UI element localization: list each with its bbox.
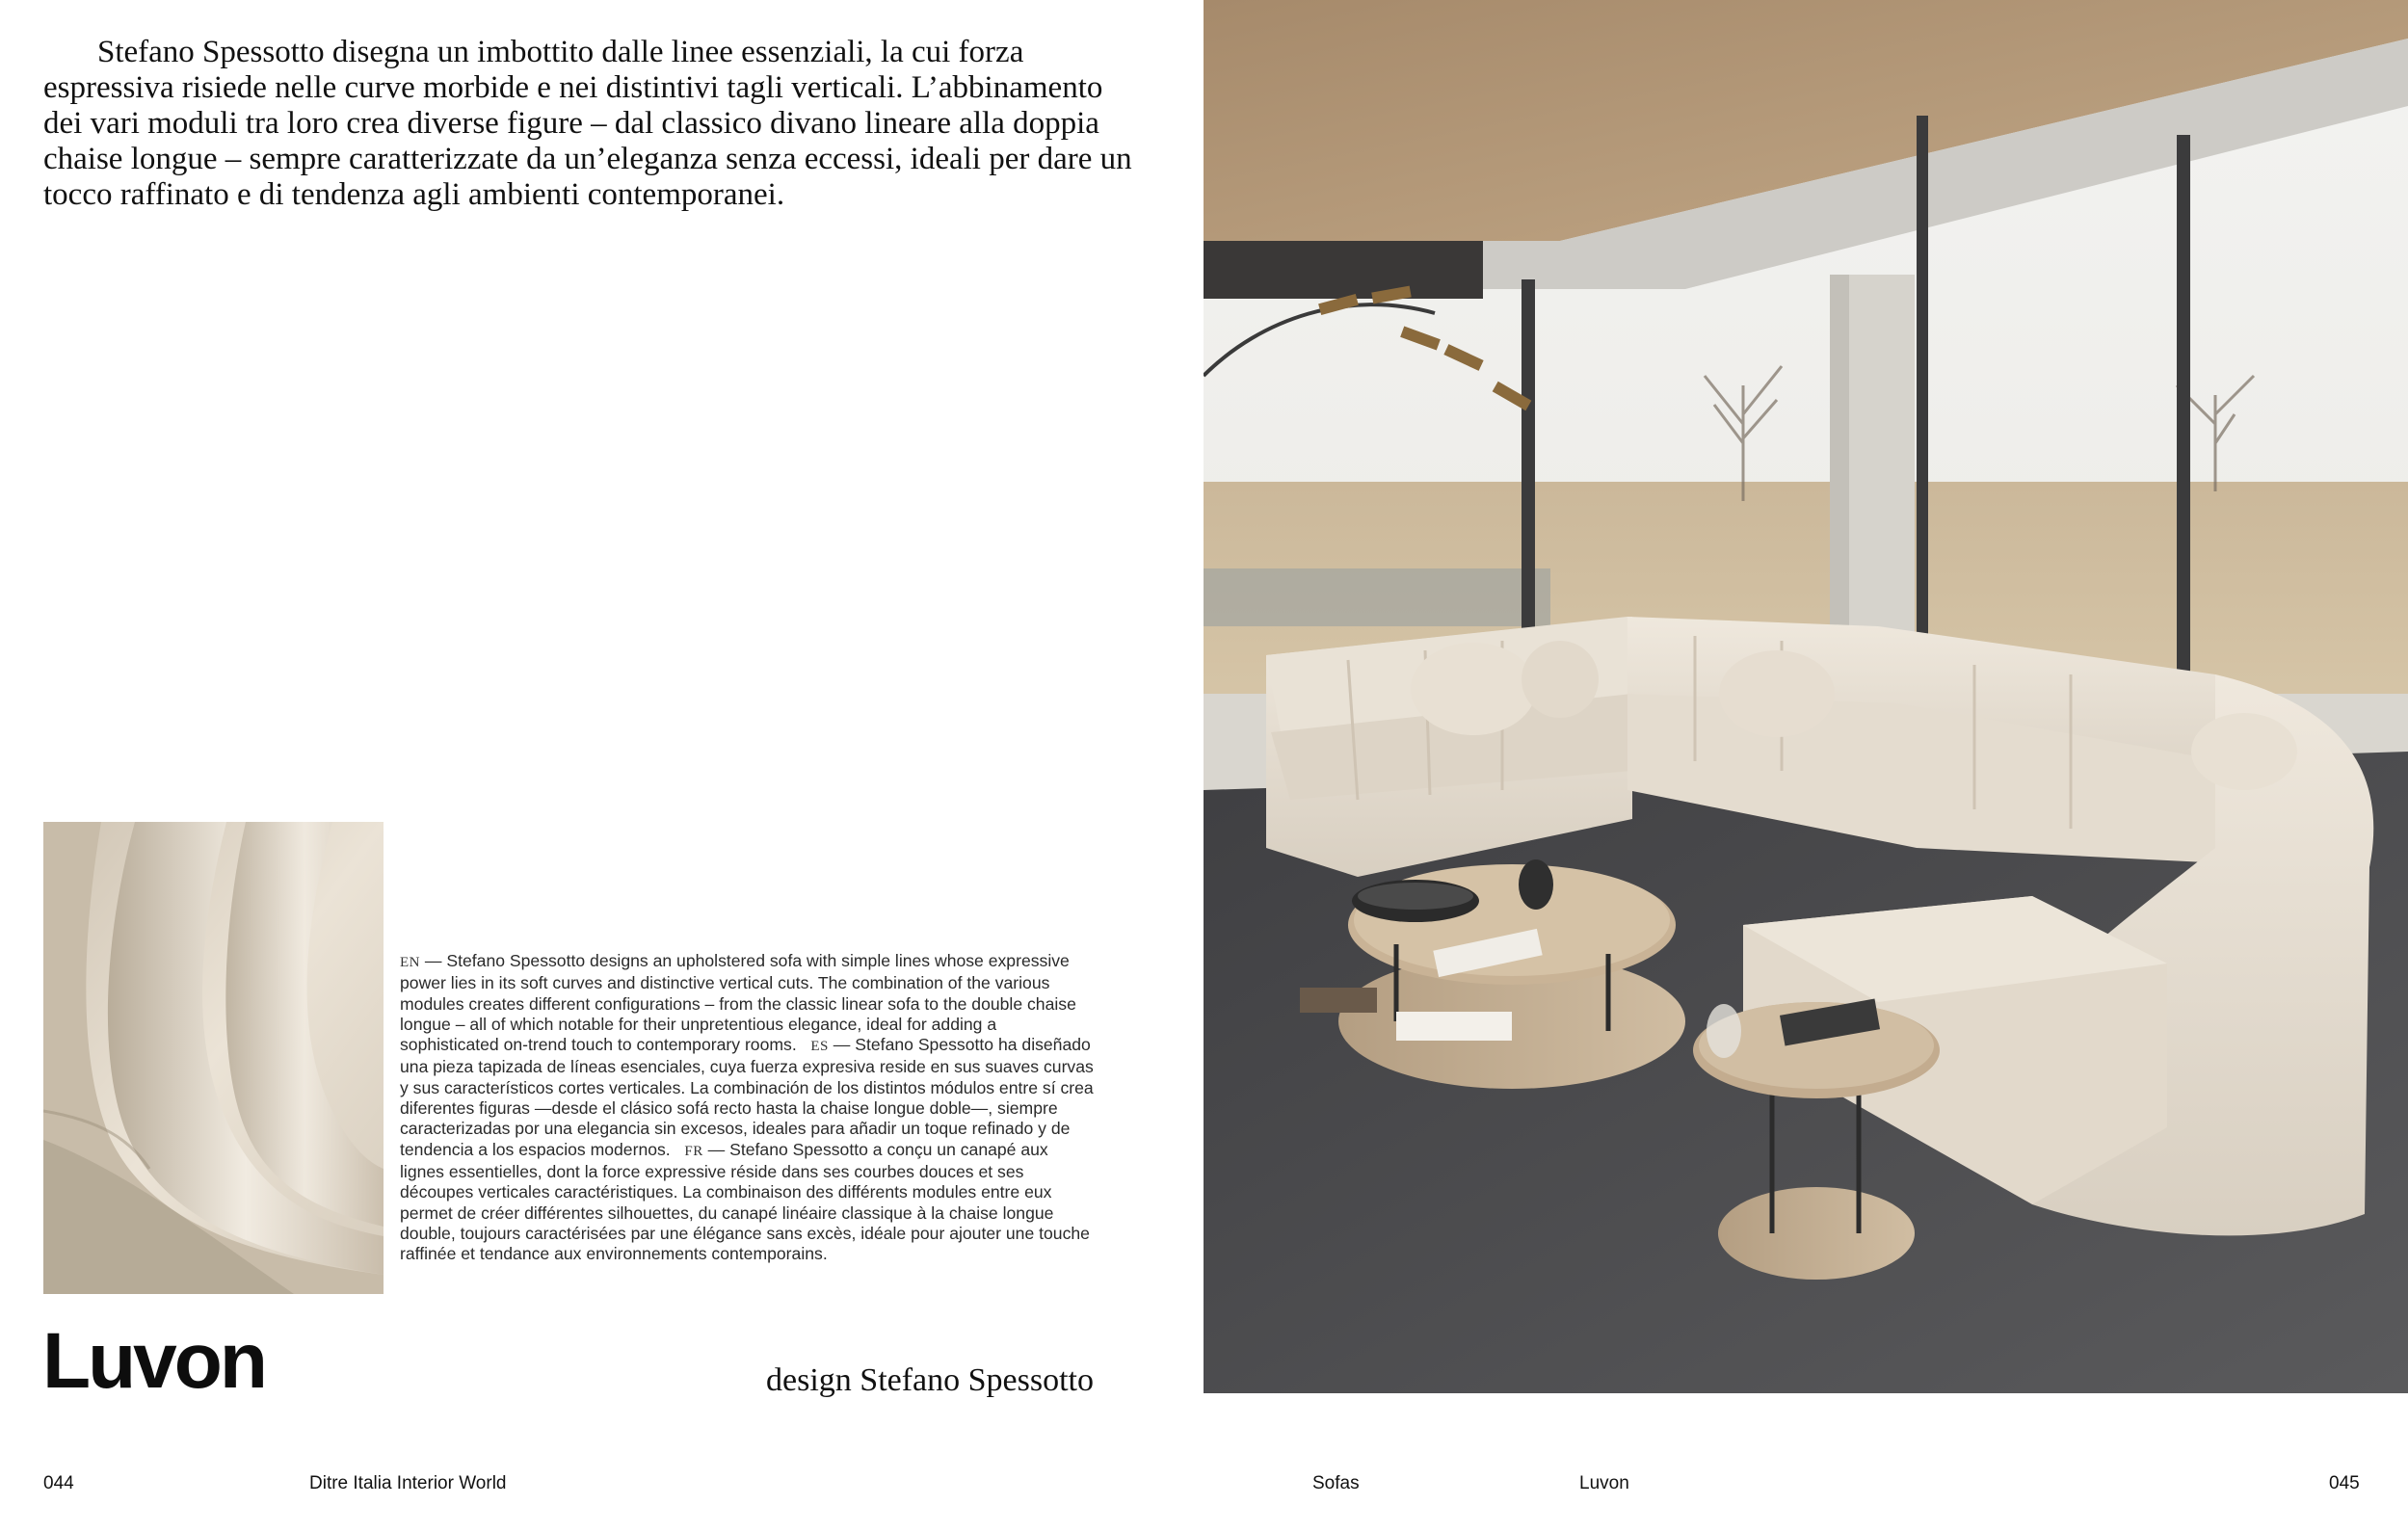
fabric-detail-image [43,822,384,1294]
section-name: Sofas [1312,1473,1360,1493]
translation-es: — Stefano Spessotto ha diseñado una pieza tapizada de líneas esenciales, cuya fuerza expresiva reside en sus suaves curvas y sus característicos cortes verticales. La combinación de los distintos módulos entre sí crea diferentes figuras —desde el clásico sofá recto hasta la chaise longue doble—, siempre caracterizadas por una elegancia sin excesos, ideales para añadir un toque refinado y de tendencia a los espacios modernos. [400,1035,1094,1159]
lang-code-fr: FR [684,1143,703,1159]
right-page-number: 045 [2329,1473,2360,1493]
footer-product-name: Luvon [1579,1473,1629,1493]
living-room-sofa-icon [1204,0,2408,1393]
product-title: Luvon [42,1317,265,1405]
lang-code-es: ES [810,1039,829,1055]
designer-credit: design Stefano Spessotto [766,1362,1094,1398]
translation-en: — Stefano Spessotto designs an upholstered sofa with simple lines whose expressive power lies in its soft curves and distinctive vertical cuts. The combination of the various modules creates different configurations – from the classic linear sofa to the double chaise longue – all of which notable for their unpretentious elegance, ideal for adding a sophisticated on-trend touch to contemporary rooms. [400,951,1076,1055]
lang-code-en: EN [400,955,420,970]
publication-name: Ditre Italia Interior World [309,1473,507,1493]
translation-fr: — Stefano Spessotto a conçu un canapé aux lignes essentielles, dont la force expressive réside dans ses courbes douces et ses découpes verticales caractéristiques. La combinaison des différents modules entre eux permet de créer différentes silhouettes, du canapé linéaire classique à la chaise longue double, toujours caractérisées par une élégance sans excès, idéale pour ajouter une touche raffinée et tendance aux environnements contemporains. [400,1139,1090,1264]
room-photo [1204,0,2408,1393]
left-page-number: 044 [43,1473,74,1493]
intro-paragraph: Stefano Spessotto disegna un imbottito dalle linee essenziali, la cui forza espressiva risiede nelle curve morbide e nei distintivi tagli verticali. L’abbinamento dei vari moduli tra loro crea diverse figure – dal classico divano lineare alla doppia chaise longue – sempre caratterizzate da un’eleganza senza eccessi, ideali per dare un tocco raffinato e di tendenza agli ambienti contemporanei. [43,35,1132,212]
fabric-detail-icon [43,822,384,1294]
translations-text [400,951,1094,1264]
